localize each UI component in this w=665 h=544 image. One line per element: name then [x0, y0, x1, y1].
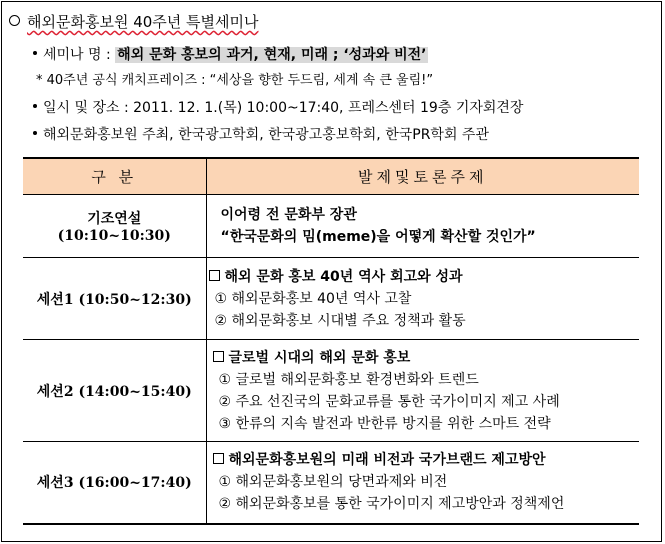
table-row	[23, 195, 639, 258]
dot-bullet-icon	[33, 131, 37, 135]
session1-item: ② 해외문화홍보 시대별 주요 정책과 활동	[214, 312, 466, 329]
table-row	[23, 258, 639, 340]
keynote-label: 기조연설	[87, 211, 142, 227]
seminar-name-label: 세미나 명 :	[43, 47, 111, 63]
session3-title	[213, 449, 639, 471]
checkbox-square-icon	[213, 351, 224, 362]
session2-item: ③ 한류의 지속 발전과 반한류 방지를 위한 스마트 전략	[218, 415, 551, 432]
table-header-row	[23, 158, 639, 195]
table-row	[23, 442, 639, 524]
session2-title-text: 글로벌 시대의 해외 문화 홍보	[228, 349, 411, 366]
keynote-time: (10:10~10:30)	[57, 228, 171, 244]
session2-item: ② 주요 선진국의 문화교류를 통한 국가이미지 제고 사례	[218, 393, 560, 410]
session3-label: 세션3 (16:00~17:40)	[23, 442, 206, 524]
column-header-topic: 발제및토론주제	[206, 158, 639, 195]
program-table	[23, 157, 639, 525]
row-content	[206, 258, 639, 340]
session3-item: ① 해외문화홍보원의 당면과제와 비전	[218, 474, 448, 491]
checkbox-square-icon	[209, 270, 220, 281]
hosts-line	[33, 125, 489, 145]
seminar-title: 해외문화홍보원 40주년 특별세미나	[27, 13, 259, 31]
session1-item: ① 해외문화홍보 40년 역사 고찰	[214, 290, 412, 307]
table-row	[23, 340, 639, 442]
seminar-name-line	[33, 45, 428, 65]
keynote-speaker: 이어령 전 문화부 장관	[220, 207, 357, 223]
seminar-name: 해외 문화 홍보의 과거, 현재, 미래 ; ‘성과와 비전’	[117, 47, 427, 63]
session1-label: 세션1 (10:50~12:30)	[23, 258, 206, 340]
session3-title-text: 해외문화홍보원의 미래 비전과 국가브랜드 제고방안	[228, 452, 546, 469]
session1-title-text: 해외 문화 홍보 40년 역사 회고와 성과	[224, 268, 463, 285]
column-header-category: 구 분	[23, 158, 206, 195]
row-content	[206, 195, 639, 258]
hosts-text: 해외문화홍보원 주최, 한국광고학회, 한국광고홍보학회, 한국PR학회 주관	[43, 127, 489, 143]
row-content	[206, 442, 639, 524]
circle-bullet-icon	[9, 15, 20, 26]
datetime-text: 일시 및 장소 : 2011. 12. 1.(목) 10:00~17:40, 프레스센터 19층 기자회견장	[43, 100, 524, 116]
session2-title	[213, 347, 639, 369]
checkbox-square-icon	[213, 453, 224, 464]
dot-bullet-icon	[33, 51, 37, 55]
keynote-topic: “한국문화의 밈(meme)을 어떻게 확산할 것인가”	[220, 229, 536, 245]
row-label	[23, 195, 206, 258]
session2-item: ① 글로벌 해외문화홍보 환경변화와 트렌드	[218, 371, 479, 388]
session3-item: ② 해외문화홍보를 통한 국가이미지 제고방안과 정책제언	[218, 496, 565, 513]
dot-bullet-icon	[33, 104, 37, 108]
slogan-line: * 40주년 공식 캐치프레이즈 : “세상을 향한 두드림, 세계 속 큰 울림!”	[36, 73, 434, 88]
session2-label: 세션2 (14:00~15:40)	[23, 340, 206, 442]
session1-title	[209, 266, 639, 288]
datetime-line	[33, 98, 523, 118]
title-line	[9, 12, 259, 33]
row-content	[206, 340, 639, 442]
